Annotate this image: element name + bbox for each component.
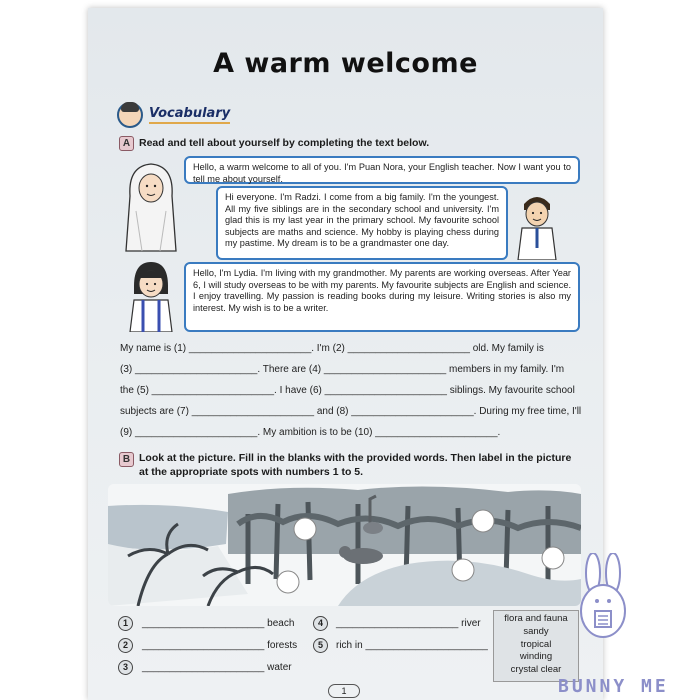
blank-row-4 xyxy=(336,618,481,629)
boy-character-icon xyxy=(512,190,562,260)
blank-number-5: 5 xyxy=(313,638,328,653)
blank-number-3: 3 xyxy=(118,660,133,675)
word-bank xyxy=(493,610,579,682)
teacher-character-icon xyxy=(122,156,180,254)
teacher-speech-bubble: Hello, a warm welcome to all of you. I'm Puan Nora, your English teacher. Now I want you to tell me about yourself. xyxy=(184,156,580,184)
worksheet-page xyxy=(88,8,603,700)
blank-number-1: 1 xyxy=(118,616,133,631)
section-a-instruction: Read and tell about yourself by completing the text below. xyxy=(139,137,430,149)
blank-suffix: river xyxy=(461,618,481,629)
jungle-picture xyxy=(108,484,581,606)
fill-line: the (5) ______________________. I have (6) ______________________ siblings. My favourite school xyxy=(120,385,575,396)
blank-line[interactable]: ______________________ xyxy=(365,640,488,651)
word-bank-item: winding xyxy=(519,651,553,663)
blank-line[interactable]: ______________________ xyxy=(142,640,265,651)
word-bank-item: tropical xyxy=(520,638,552,650)
word-bank-item: flora and fauna xyxy=(504,613,568,624)
section-b-badge: B xyxy=(119,452,134,467)
blank-row-2 xyxy=(142,640,297,651)
blank-line[interactable]: ______________________ xyxy=(142,618,265,629)
bunny-mascot-icon xyxy=(573,553,633,643)
blank-suffix: forests xyxy=(267,640,298,651)
fill-line: subjects are (7) ______________________ and (8) ______________________. During my free time, I'll xyxy=(120,406,582,417)
blank-line[interactable]: ______________________ xyxy=(142,662,265,673)
section-b-instruction-line2: at the appropriate spots with numbers 1 to 5. xyxy=(139,466,364,478)
word-bank-item: crystal clear xyxy=(510,664,562,676)
fill-line: My name is (1) ______________________. I'm (2) ______________________ old. My family is xyxy=(120,343,544,354)
vocabulary-avatar-icon xyxy=(117,102,143,128)
vocabulary-header xyxy=(117,100,230,130)
lydia-speech-bubble: Hello, I'm Lydia. I'm living with my grandmother. My parents are working overseas. After Year 6, I will study overseas to be with my parents. My favourite subjects are English and science. I enjoy travelling. My passion is reading books during my leisure. Writing stories is also my interest. My wish is to be a writer. xyxy=(184,262,580,332)
vocabulary-label: Vocabulary xyxy=(149,106,230,124)
blank-number-4: 4 xyxy=(313,616,328,631)
page-title: A warm welcome xyxy=(213,48,478,79)
fill-line: (9) ______________________. My ambition is to be (10) ______________________. xyxy=(120,427,501,438)
blank-row-5 xyxy=(336,640,488,651)
girl-character-icon xyxy=(124,260,178,332)
radzi-speech-bubble: Hi everyone. I'm Radzi. I come from a big family. I'm the youngest. All my five siblings are in the secondary school and university. I'm glad this is my last year in the primary school. My favourite school subjects are maths and science. My hobby is playing chess during my pastime. My dream is to be a grandmaster one day. xyxy=(216,186,508,260)
jungle-scene-illustration xyxy=(108,484,581,606)
blank-row-3 xyxy=(142,662,292,673)
watermark-text: BUNNY ME xyxy=(558,676,669,697)
blank-suffix: beach xyxy=(267,618,295,629)
blank-suffix: water xyxy=(267,662,292,673)
word-bank-item: sandy xyxy=(523,625,549,637)
blank-prefix: rich in xyxy=(336,640,363,651)
section-b-instruction-line1: Look at the picture. Fill in the blanks with the provided words. Then label in the picture xyxy=(139,452,572,464)
page-number: 1 xyxy=(328,684,360,698)
section-a-badge: A xyxy=(119,136,134,151)
blank-row-1 xyxy=(142,618,294,629)
blank-line[interactable]: ______________________ xyxy=(336,618,459,629)
blank-number-2: 2 xyxy=(118,638,133,653)
fill-line: (3) ______________________. There are (4) ______________________ members in my family. I'm xyxy=(120,364,565,375)
